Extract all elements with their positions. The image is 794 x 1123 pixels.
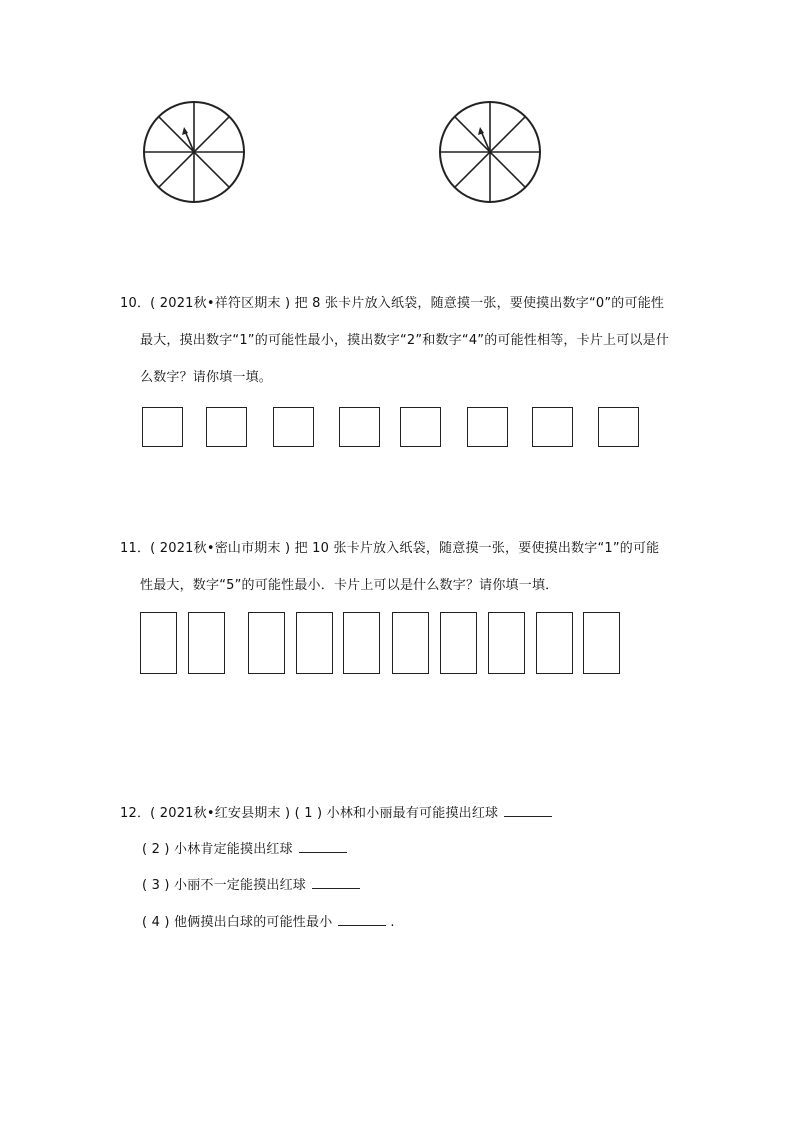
q12-line-4-end: . <box>390 915 395 930</box>
q10-card-5[interactable] <box>400 407 441 447</box>
arrowhead-icon <box>478 127 484 135</box>
q11-card-2[interactable] <box>188 612 225 674</box>
q11-card-4[interactable] <box>296 612 333 674</box>
q12-line-3 <box>142 874 360 895</box>
q12-part-2-text: ( 2 ) 小林肯定能摸出红球 <box>142 842 293 857</box>
spinner-pointer <box>481 131 490 152</box>
q11-card-7[interactable] <box>440 612 477 674</box>
q10-card-3[interactable] <box>273 407 314 447</box>
q12-line-1 <box>120 802 552 823</box>
q11-card-8[interactable] <box>488 612 525 674</box>
q10-card-7[interactable] <box>532 407 573 447</box>
q11-card-3[interactable] <box>248 612 285 674</box>
q12-part-1-text: 12．( 2021秋•红安县期末 ) ( 1 ) 小林和小丽最有可能摸出红球 <box>120 806 499 821</box>
q12-part-4-text: ( 4 ) 他俩摸出白球的可能性最小 <box>142 915 333 930</box>
q12-part-3-text: ( 3 ) 小丽不一定能摸出红球 <box>142 878 307 893</box>
q10-line-3: 么数字？请你填一填。 <box>140 370 273 385</box>
q11-card-5[interactable] <box>343 612 380 674</box>
q11-card-9[interactable] <box>536 612 573 674</box>
q11-card-1[interactable] <box>140 612 177 674</box>
q12-line-4 <box>142 911 395 932</box>
answer-blank-2[interactable] <box>299 838 347 853</box>
q10-card-8[interactable] <box>598 407 639 447</box>
q10-line-1: 10．( 2021秋•祥符区期末 ) 把 8 张卡片放入纸袋，随意摸一张，要使摸出数字“0”的可能性 <box>120 296 665 311</box>
q11-line-1: 11．( 2021秋•密山市期末 ) 把 10 张卡片放入纸袋，随意摸一张，要使摸出数字“1”的可能 <box>120 541 660 556</box>
q10-card-4[interactable] <box>339 407 380 447</box>
q11-line-2: 性最大，数字“5”的可能性最小．卡片上可以是什么数字？请你填一填． <box>140 578 559 593</box>
answer-blank-4[interactable] <box>338 911 386 926</box>
q10-card-6[interactable] <box>467 407 508 447</box>
q10-card-1[interactable] <box>142 407 183 447</box>
answer-blank-3[interactable] <box>312 874 360 889</box>
spinner-pointer <box>185 131 194 152</box>
q10-card-2[interactable] <box>206 407 247 447</box>
q10-line-2: 最大，摸出数字“1”的可能性最小，摸出数字“2”和数字“4”的可能性相等，卡片上可以是什 <box>140 333 670 348</box>
spinner-left <box>140 100 248 204</box>
q12-line-2 <box>142 838 347 859</box>
spinner-right <box>436 100 544 204</box>
answer-blank-1[interactable] <box>504 802 552 817</box>
q11-card-6[interactable] <box>392 612 429 674</box>
arrowhead-icon <box>182 127 188 135</box>
q11-card-10[interactable] <box>583 612 620 674</box>
